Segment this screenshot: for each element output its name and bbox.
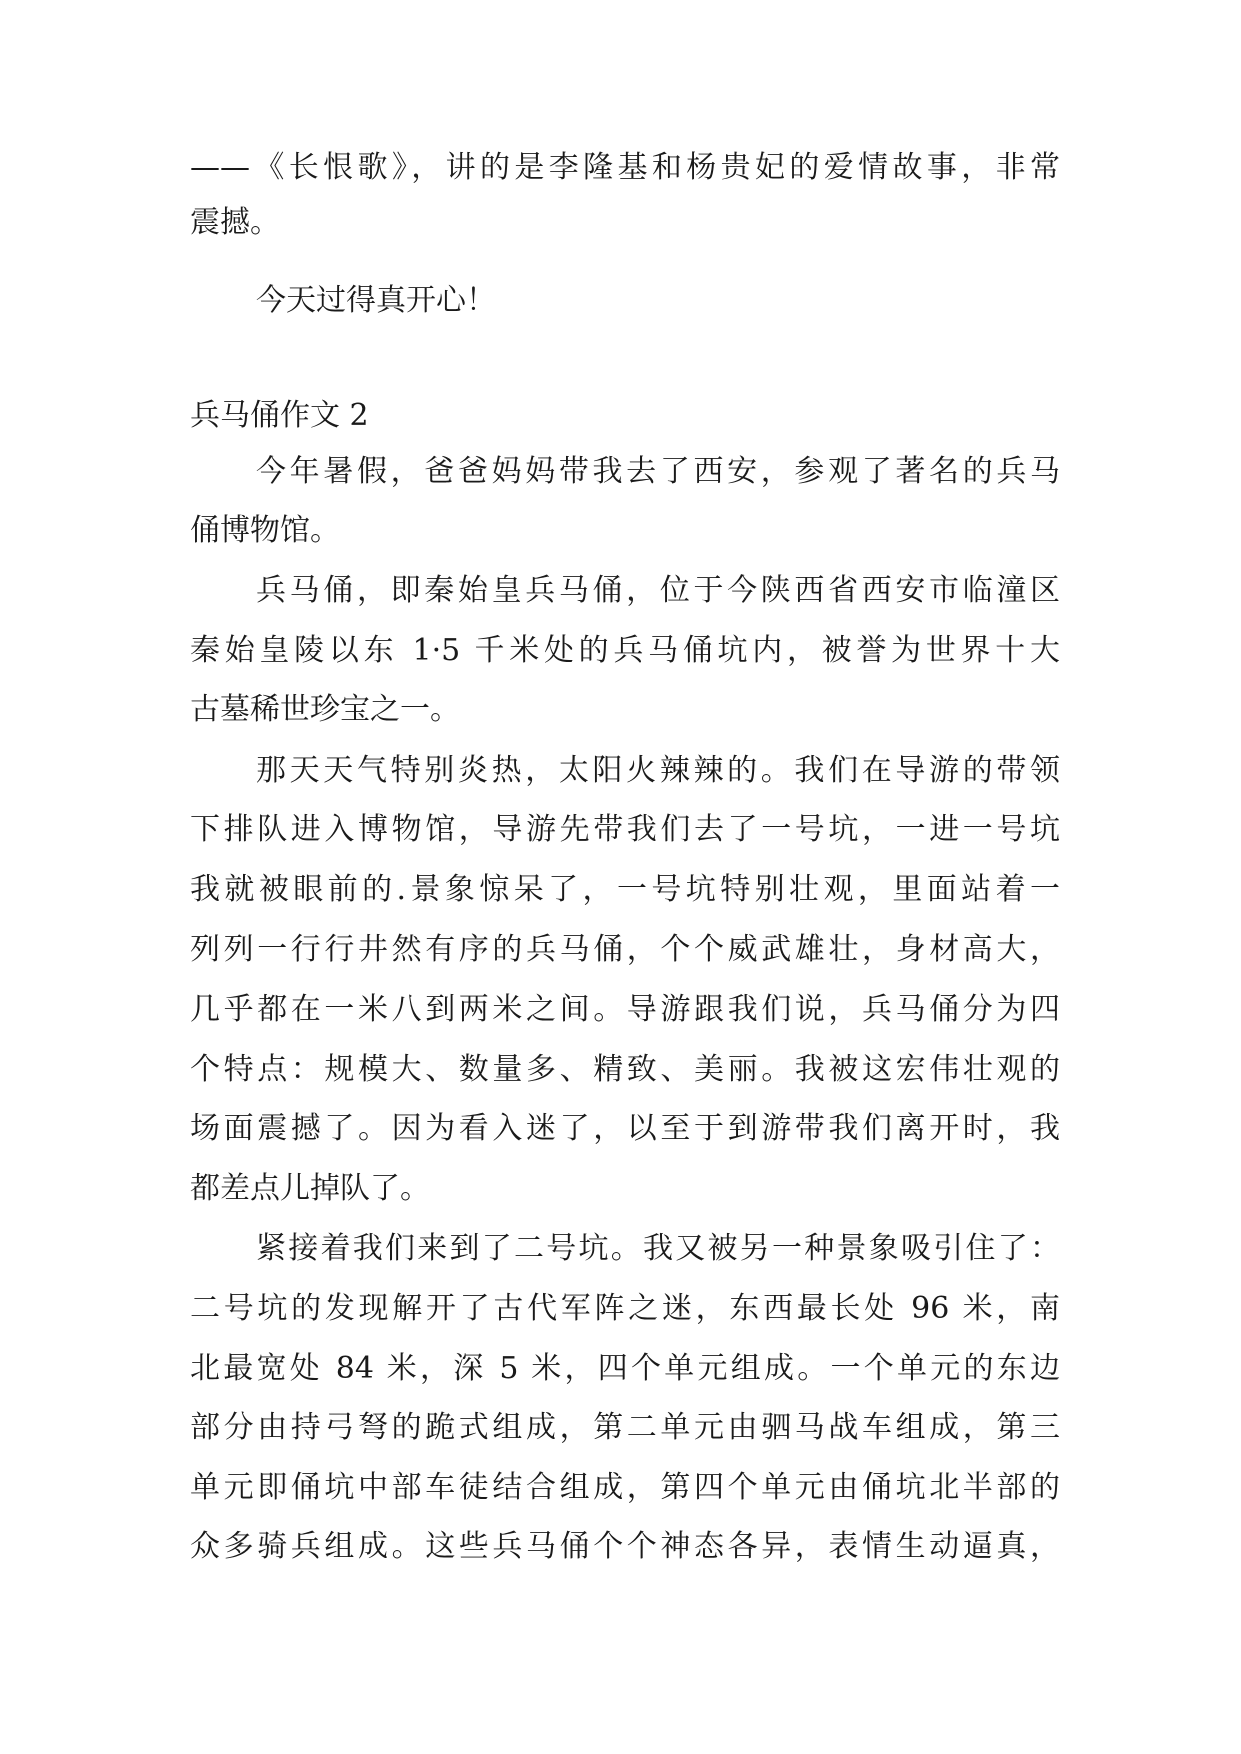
paragraph-line: 古墓稀世珍宝之一。 [190, 692, 460, 727]
paragraph-line: 那天天气特别炎热，太阳火辣辣的。我们在导游的带领 [256, 753, 1060, 788]
paragraph-line: 紧接着我们来到了二号坑。我又被另一种景象吸引住了： [256, 1231, 1060, 1266]
paragraph-line: 俑博物馆。 [190, 513, 340, 548]
paragraph-line: 个特点：规模大、数量多、精致、美丽。我被这宏伟壮观的 [190, 1052, 1060, 1087]
paragraph-line: 北最宽处 84 米，深 5 米，四个单元组成。一个单元的东边 [190, 1351, 1060, 1386]
paragraph-line: 列列一行行井然有序的兵马俑，个个威武雄壮，身材高大， [190, 932, 1060, 967]
section-title: 兵马俑作文 2 [190, 398, 369, 433]
paragraph-line: 几乎都在一米八到两米之间。导游跟我们说，兵马俑分为四 [190, 992, 1060, 1027]
paragraph-line: 我就被眼前的.景象惊呆了，一号坑特别壮观，里面站着一 [190, 872, 1060, 907]
paragraph-line: 部分由持弓弩的跪式组成，第二单元由驷马战车组成，第三 [190, 1410, 1060, 1445]
paragraph-line: 兵马俑，即秦始皇兵马俑，位于今陕西省西安市临潼区 [256, 573, 1060, 608]
paragraph-line: 秦始皇陵以东 1·5 千米处的兵马俑坑内，被誉为世界十大 [190, 633, 1060, 668]
paragraph-line: 单元即俑坑中部车徒结合组成，第四个单元由俑坑北半部的 [190, 1470, 1060, 1505]
paragraph-line: 都差点儿掉队了。 [190, 1171, 430, 1206]
paragraph-line: ——《长恨歌》，讲的是李隆基和杨贵妃的爱情故事，非常 [190, 150, 1060, 185]
paragraph-line: 今年暑假，爸爸妈妈带我去了西安，参观了著名的兵马 [256, 454, 1060, 489]
paragraph-line: 场面震撼了。因为看入迷了，以至于到游带我们离开时，我 [190, 1111, 1060, 1146]
paragraph-line: 震撼。 [190, 205, 280, 240]
paragraph-line: 众多骑兵组成。这些兵马俑个个神态各异，表情生动逼真， [190, 1529, 1060, 1564]
paragraph-line: 下排队进入博物馆，导游先带我们去了一号坑，一进一号坑 [190, 812, 1060, 847]
paragraph-line: 今天过得真开心！ [256, 283, 496, 318]
paragraph-line: 二号坑的发现解开了古代军阵之迷，东西最长处 96 米，南 [190, 1291, 1060, 1326]
